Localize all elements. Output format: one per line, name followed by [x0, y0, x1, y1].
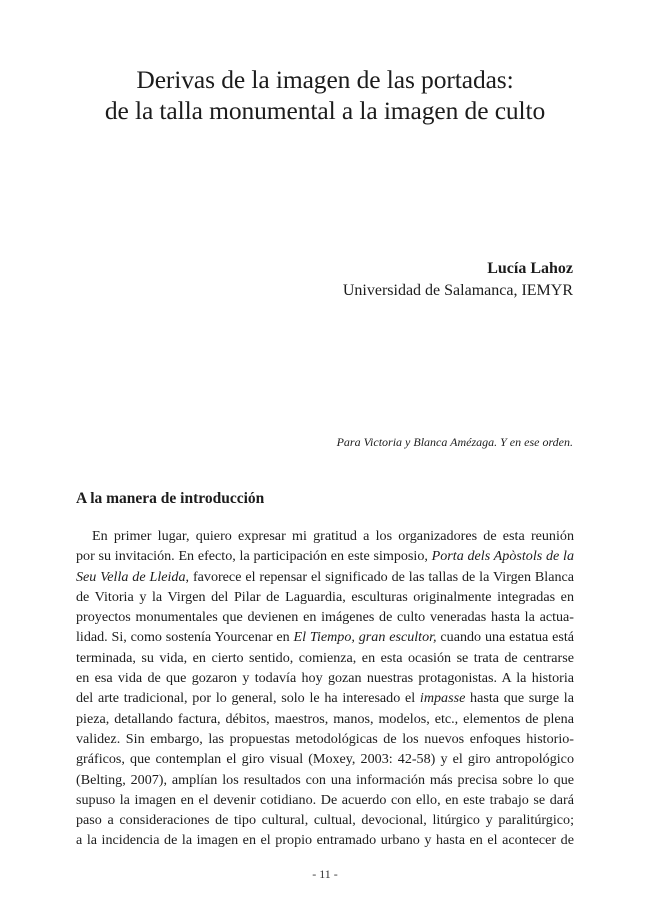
italic-term: impasse [419, 690, 466, 707]
author-affiliation: Universidad de Salamanca, IEMYR [342, 282, 573, 299]
text-line: supuso la imagen en el devenir cotidiano. De acuerdo con ello, en este trabajo se dará [76, 791, 574, 808]
dedication: Para Victoria y Blanca Amézaga. Y en ese orden. [336, 435, 573, 449]
text-line: En primer lugar, quiero expresar mi gratitud a los organizadores de esta reunión [92, 528, 574, 544]
text-line: proyectos monumentales que devienen en imágenes de culto veneradas hasta la actua- [76, 609, 574, 626]
text-line: a la incidencia de la imagen en el propio entramado urbano y hasta en el acontecer de [76, 832, 574, 849]
text-line: terminada, su vida, en cierto sentido, comienza, en esta ocasión se trata de centrarse [76, 649, 574, 666]
body-paragraph [76, 526, 574, 851]
text-line: por su invitación. En efecto, la participación en este simposio, Porta dels Apòstols de la [76, 548, 574, 565]
italic-title: El Tiempo, gran escultor, [293, 629, 437, 646]
text-line: gráficos, que contemplan el giro visual (Moxey, 2003: 42-58) y el giro antropológico [76, 751, 574, 768]
italic-title: Seu Vella de Lleida [76, 568, 186, 585]
title-line-2: de la talla monumental a la imagen de culto [104, 96, 546, 125]
text-line: validez. Sin embargo, las propuestas metodológicas de los nuevos enfoques historio- [76, 730, 574, 747]
text-line: paso a consideraciones de tipo cultural, cultual, devocional, litúrgico y paralitúrgico; [76, 812, 574, 829]
section-heading: A la manera de introducción [76, 490, 265, 507]
author-block [343, 258, 573, 302]
text-line: pieza, detallando factura, débitos, maestros, manos, modelos, etc., elementos de plena [76, 710, 574, 727]
article-title [0, 64, 650, 126]
text-line: del arte tradicional, por lo general, solo le ha interesado el impasse hasta que surge la [76, 690, 574, 707]
text-line: de Vitoria y la Virgen del Pilar de Laguardia, esculturas originalmente integradas en [76, 588, 574, 605]
text-line: en esa vida de que gozaron y todavía hoy gozan nuestras protagonistas. A la historia [76, 670, 574, 687]
title-line-1: Derivas de la imagen de las portadas: [136, 65, 514, 94]
author-name: Lucía Lahoz [487, 260, 573, 277]
page-number: - 11 - [312, 867, 338, 881]
text-line: (Belting, 2007), amplían los resultados con una información más precisa sobre lo que [76, 771, 574, 788]
italic-title: Porta dels Apòstols de la [431, 548, 574, 565]
text-line: Seu Vella de Lleida, favorece el repensar el significado de las tallas de la Virgen Blanca [76, 568, 575, 585]
text-line: lidad. Si, como sostenía Yourcenar en El Tiempo, gran escultor, cuando una estatua está [76, 629, 574, 646]
